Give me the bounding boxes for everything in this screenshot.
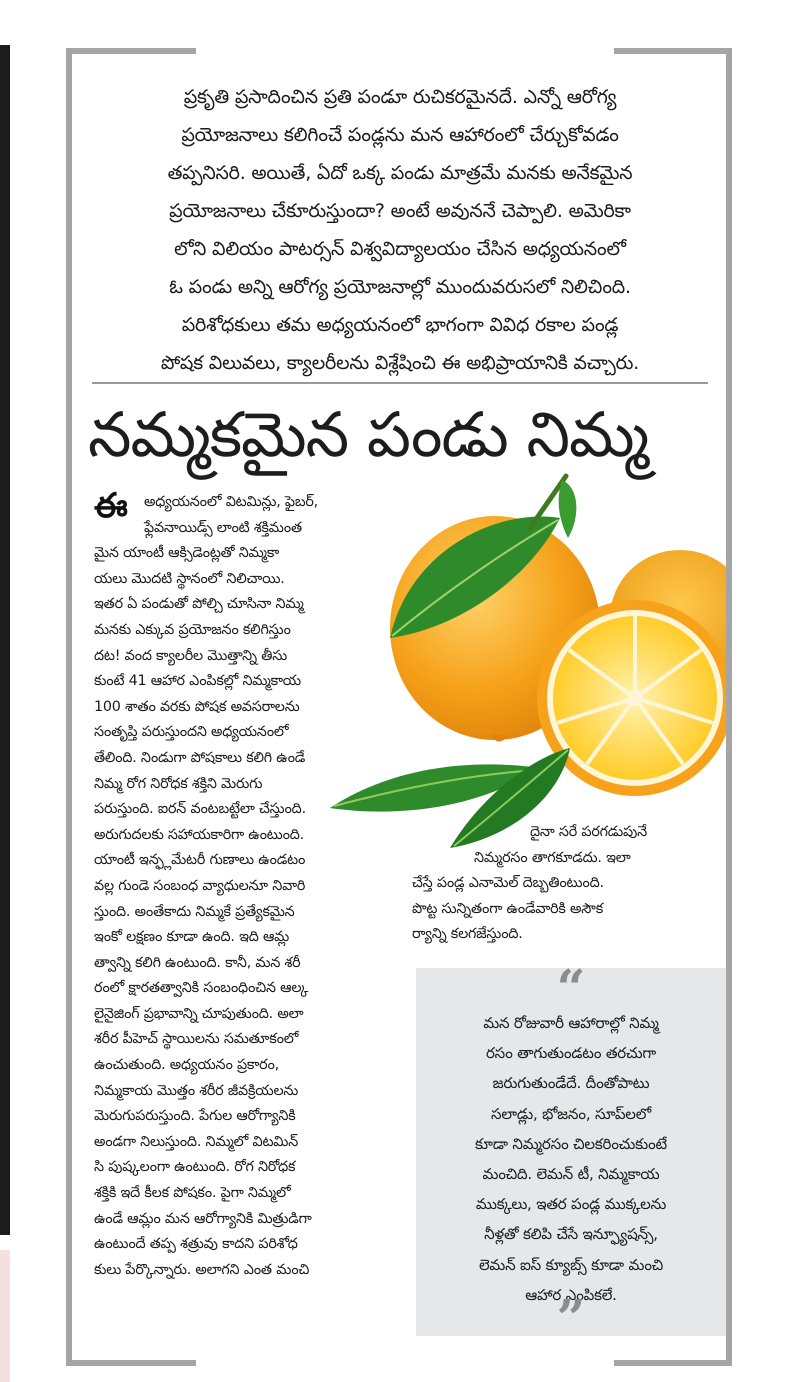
continued-line: నిమ్మరసం తాగకూడదు. ఇలా <box>474 849 631 866</box>
body-line: ఉంచుతుంది. అధ్యయనం ప్రకారం, <box>94 1057 279 1074</box>
body-line: యలు మొదటి స్థానంలో నిలిచాయి. <box>94 570 285 587</box>
intro-paragraph <box>92 78 708 382</box>
body-line: నిమ్మ రోగ నిరోధక శక్తిని మెరుగు <box>94 775 263 792</box>
open-quote-icon: “ <box>556 958 586 1017</box>
leaf-top-small <box>559 480 577 538</box>
intro-line: పరిశోధకులు తమ అధ్యయనంలో భాగంగా వివిధ రకాల పండ్ల <box>181 314 619 336</box>
continued-line: చేస్తే పండ్ల ఎనామెల్ దెబ్బతింటుంది. <box>412 875 604 892</box>
quote-line: జరుగుతుండేదే. దీంతోపాటు <box>492 1074 650 1093</box>
intro-line: తప్పనిసరి. అయితే, ఏదో ఒక్క పండు మాత్రమే మనకు అనేకమైన <box>167 162 633 184</box>
body-line: పరుస్తుంది. ఐరన్ వంటబట్టేలా చేస్తుంది. <box>94 801 306 818</box>
body-line: యాంటీ ఇన్ఫ్లమేటరీ గుణాలు ఉండటం <box>94 852 306 869</box>
body-line: తేలింది. నిండుగా పోషకాలు కలిగి ఉండే <box>94 749 306 766</box>
body-line: స్తుంది. అంతేకాదు నిమ్మకే ప్రత్యేకమైన <box>94 903 295 920</box>
continued-text <box>412 820 712 948</box>
lemon-core <box>627 690 643 706</box>
body-line: రంలో క్షారతత్వానికి సంబంధించిన ఆల్క <box>94 980 309 997</box>
quote-line: రసం తాగుతుండటం తరచుగా <box>485 1044 657 1063</box>
body-line: అరుగుదలకు సహాయకారిగా ఉంటుంది. <box>94 826 305 843</box>
left-edge-tint <box>0 1250 10 1382</box>
quote-line: మంచిది. లెమన్ టీ, నిమ్మకాయ <box>482 1165 660 1184</box>
body-line: శరీర పీహెచ్ స్థాయిలను సమతూకంలో <box>94 1031 299 1048</box>
intro-line: ప్రకృతి ప్రసాదించిన ప్రతి పండూ రుచికరమైనదే. ఎన్నో ఆరోగ్య <box>183 86 617 108</box>
frame-corner-top-right <box>614 48 732 54</box>
continued-line: ర్యాన్ని కలగజేస్తుంది. <box>412 926 523 943</box>
intro-line: ఓ పండు అన్ని ఆరోగ్య ప్రయోజనాల్లో ముందువరుసలో నిలిచింది. <box>169 276 631 298</box>
quote-line: మన రోజువారీ ఆహారాల్లో నిమ్మ <box>483 1014 659 1032</box>
body-line: ఇంకో లక్షణం కూడా ఉంది. ఇది ఆమ్ల <box>94 929 290 946</box>
body-line: కులు పేర్కొన్నారు. అలాగని ఎంత మంచి <box>94 1261 310 1278</box>
intro-line: ప్రయోజనాలు చేకూరుస్తుందా? అంటే అవుననే చెప్పాలి. అమెరికా <box>169 200 631 222</box>
left-edge-strip <box>0 45 10 1235</box>
pull-quote <box>416 958 726 1347</box>
body-line: త్వాన్ని కలిగి ఉంటుంది. కానీ, మన శరీ <box>94 954 301 971</box>
body-line: ఫ్లేవనాయిడ్స్ లాంటి శక్తిమంత <box>144 519 302 536</box>
intro-line: ప్రయోజనాలు కలిగించే పండ్లను మన ఆహారంలో చేర్చుకోవడం <box>181 124 619 146</box>
close-quote-icon: ” <box>556 1288 586 1347</box>
pull-quote-text <box>428 1008 714 1310</box>
headline: నమ్మకమైన పండు నిమ్మ <box>88 398 649 471</box>
body-line: అండగా నిలుస్తుంది. నిమ్మలో విటమిన్ <box>94 1133 299 1150</box>
body-line: కుంటే 41 ఆహార ఎంపికల్లో నిమ్మకాయ <box>94 673 301 690</box>
article-body <box>94 490 404 1283</box>
section-divider <box>92 382 708 384</box>
quote-line: ముక్కలు, ఇతర పండ్ల ముక్కలను <box>475 1195 667 1214</box>
body-line: నిమ్మకాయ మొత్తం శరీర జీవక్రియలను <box>94 1082 299 1099</box>
frame-corner-top-left <box>66 48 196 54</box>
body-line: ఉండే ఆమ్లం మన ఆరోగ్యానికి మిత్రుడిగా <box>94 1210 312 1227</box>
body-line: శక్తికి ఇదే కీలక పోషకం. పైగా నిమ్మలో <box>94 1185 291 1202</box>
body-line: దట! వంద క్యాలరీల మొత్తాన్ని తీసు <box>94 647 287 664</box>
body-line: వల్ల గుండె సంబంధ వ్యాధులనూ నివారి <box>94 877 306 894</box>
frame-corner-bottom-right <box>614 1360 732 1366</box>
intro-line: లోని విలియం పాటర్సన్ విశ్వవిద్యాలయం చేసిన అధ్యయనంలో <box>174 238 626 260</box>
frame-corner-bottom-left <box>66 1360 196 1366</box>
quote-line: సలాడ్లు, భోజనం, సూప్‌లలో <box>491 1104 651 1123</box>
body-line: మనకు ఎక్కువ ప్రయోజనం కలిగిస్తుం <box>94 621 291 638</box>
quote-line: కూడా నిమ్మరసం చిలకరించుకుంటే <box>475 1134 667 1153</box>
body-line: సంతృప్తి పరుస్తుందని అధ్యయనంలో <box>94 724 289 741</box>
body-line: అధ్యయనంలో విటమిన్లు, ఫైబర్, <box>144 494 319 510</box>
quote-line: లెమన్ ఐస్ క్యూబ్స్ కూడా మంచి <box>478 1255 664 1274</box>
quote-line: ఆహార ఎంపికలే. <box>525 1285 617 1304</box>
body-line: మెరుగుపరుస్తుంది. పేగుల ఆరోగ్యానికి <box>94 1108 296 1125</box>
continued-line: పొట్ట సున్నితంగా ఉండేవారికి అసౌక <box>412 900 603 917</box>
continued-line: దైనా సరే పరగడుపునే <box>530 824 647 840</box>
drop-cap: ఈ <box>94 486 128 526</box>
intro-line: పోషక విలువలు, క్యాలరీలను విశ్లేషించి ఈ అభిప్రాయానికి వచ్చారు. <box>160 352 640 374</box>
frame-side-left <box>66 48 72 1366</box>
body-line: మైన యాంటీ ఆక్సిడెంట్లతో నిమ్మకా <box>94 545 280 562</box>
quote-line: నీళ్లతో కలిపి చేసే ఇన్ఫ్యూషన్స్, <box>484 1225 658 1244</box>
body-line: లైనైజింగ్ ప్రభావాన్ని చూపుతుంది. అలా <box>94 1005 304 1022</box>
body-line: ఉంటుందే తప్ప శత్రువు కాదని పరిశోధ <box>94 1236 298 1253</box>
body-line: సి పుష్కలంగా ఉంటుంది. రోగ నిరోధక <box>94 1159 296 1176</box>
body-line: 100 శాతం వరకు పోషక అవసరాలను <box>94 698 300 715</box>
frame-side-right <box>726 48 732 1366</box>
body-line: ఇతర ఏ పండుతో పోల్చి చూసినా నిమ్మ <box>94 596 304 613</box>
